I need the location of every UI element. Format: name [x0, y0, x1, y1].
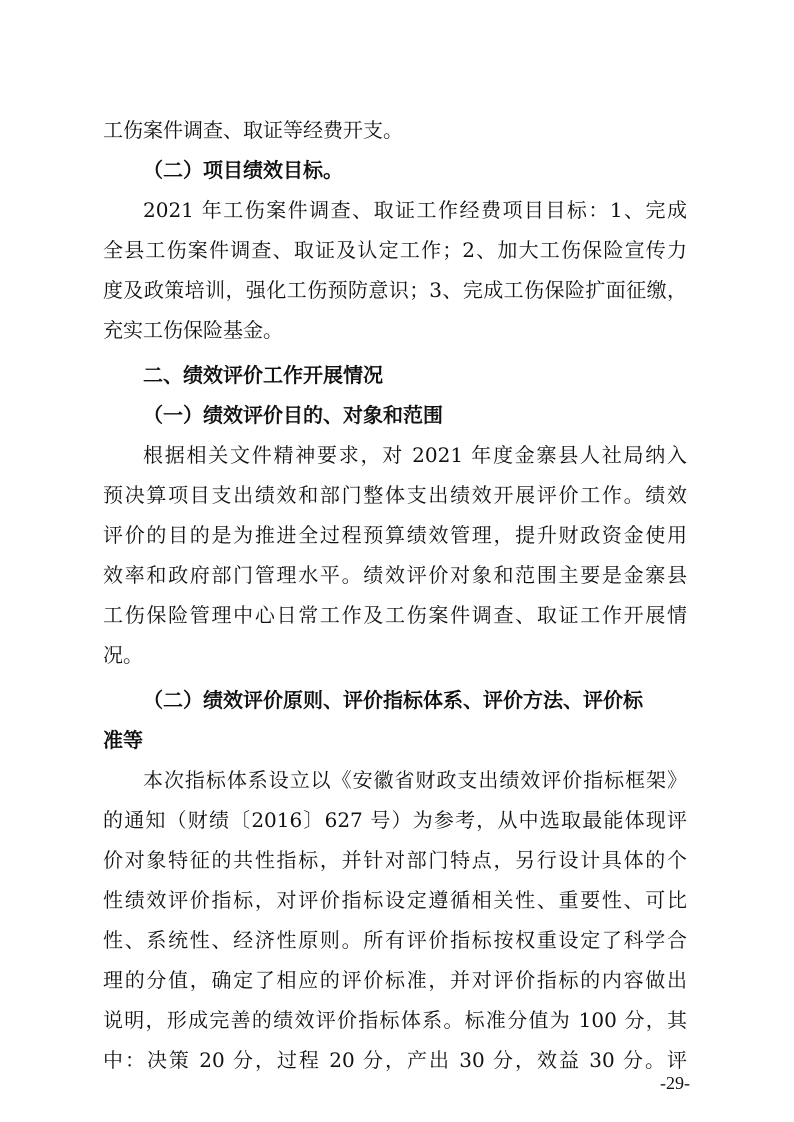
paragraph-line: 度及政策培训，强化工伤预防意识；3、完成工伤保险扩面征缴， — [103, 278, 687, 302]
page-number: -29- — [660, 1073, 690, 1093]
paragraph-line: 理的分值，确定了相应的评价标准，并对评价指标的内容做出 — [103, 968, 687, 992]
section-heading: （二）绩效评价原则、评价指标体系、评价方法、评价标 — [143, 688, 643, 712]
paragraph-line: 中：决策 20 分，过程 20 分，产出 30 分，效益 30 分。评 — [103, 1048, 687, 1072]
section-heading: （一）绩效评价目的、对象和范围 — [143, 403, 443, 427]
paragraph-line: 评价的目的是为推进全过程预算绩效管理，提升财政资金使用 — [103, 523, 687, 547]
paragraph-line: 况。 — [103, 643, 143, 667]
section-heading-continued: 准等 — [103, 728, 143, 752]
paragraph-line: 根据相关文件精神要求，对 2021 年度金寨县人社局纳入 — [143, 443, 687, 467]
paragraph-line: 工伤保险管理中心日常工作及工伤案件调查、取证工作开展情 — [103, 603, 687, 627]
paragraph-line: 工伤案件调查、取证等经费开支。 — [103, 118, 403, 142]
paragraph-line: 预决算项目支出绩效和部门整体支出绩效开展评价工作。绩效 — [103, 483, 687, 507]
paragraph-line: 说明，形成完善的绩效评价指标体系。标准分值为 100 分，其 — [103, 1008, 687, 1032]
paragraph-line: 2021 年工伤案件调查、取证工作经费项目目标：1、完成 — [143, 198, 687, 222]
section-heading: （二）项目绩效目标。 — [143, 158, 343, 182]
paragraph-line: 充实工伤保险基金。 — [103, 318, 283, 342]
paragraph-line: 性、系统性、经济性原则。所有评价指标按权重设定了科学合 — [103, 928, 687, 952]
paragraph-line: 本次指标体系设立以《安徽省财政支出绩效评价指标框架》 — [143, 768, 687, 792]
paragraph-line: 性绩效评价指标，对评价指标设定遵循相关性、重要性、可比 — [103, 888, 687, 912]
paragraph-line: 全县工伤案件调查、取证及认定工作；2、加大工伤保险宣传力 — [103, 238, 687, 262]
paragraph-line: 效率和政府部门管理水平。绩效评价对象和范围主要是金寨县 — [103, 563, 687, 587]
paragraph-line: 的通知（财绩〔2016〕627 号）为参考，从中选取最能体现评 — [103, 808, 687, 832]
chapter-heading: 二、绩效评价工作开展情况 — [143, 363, 383, 387]
paragraph-line: 价对象特征的共性指标，并针对部门特点，另行设计具体的个 — [103, 848, 687, 872]
